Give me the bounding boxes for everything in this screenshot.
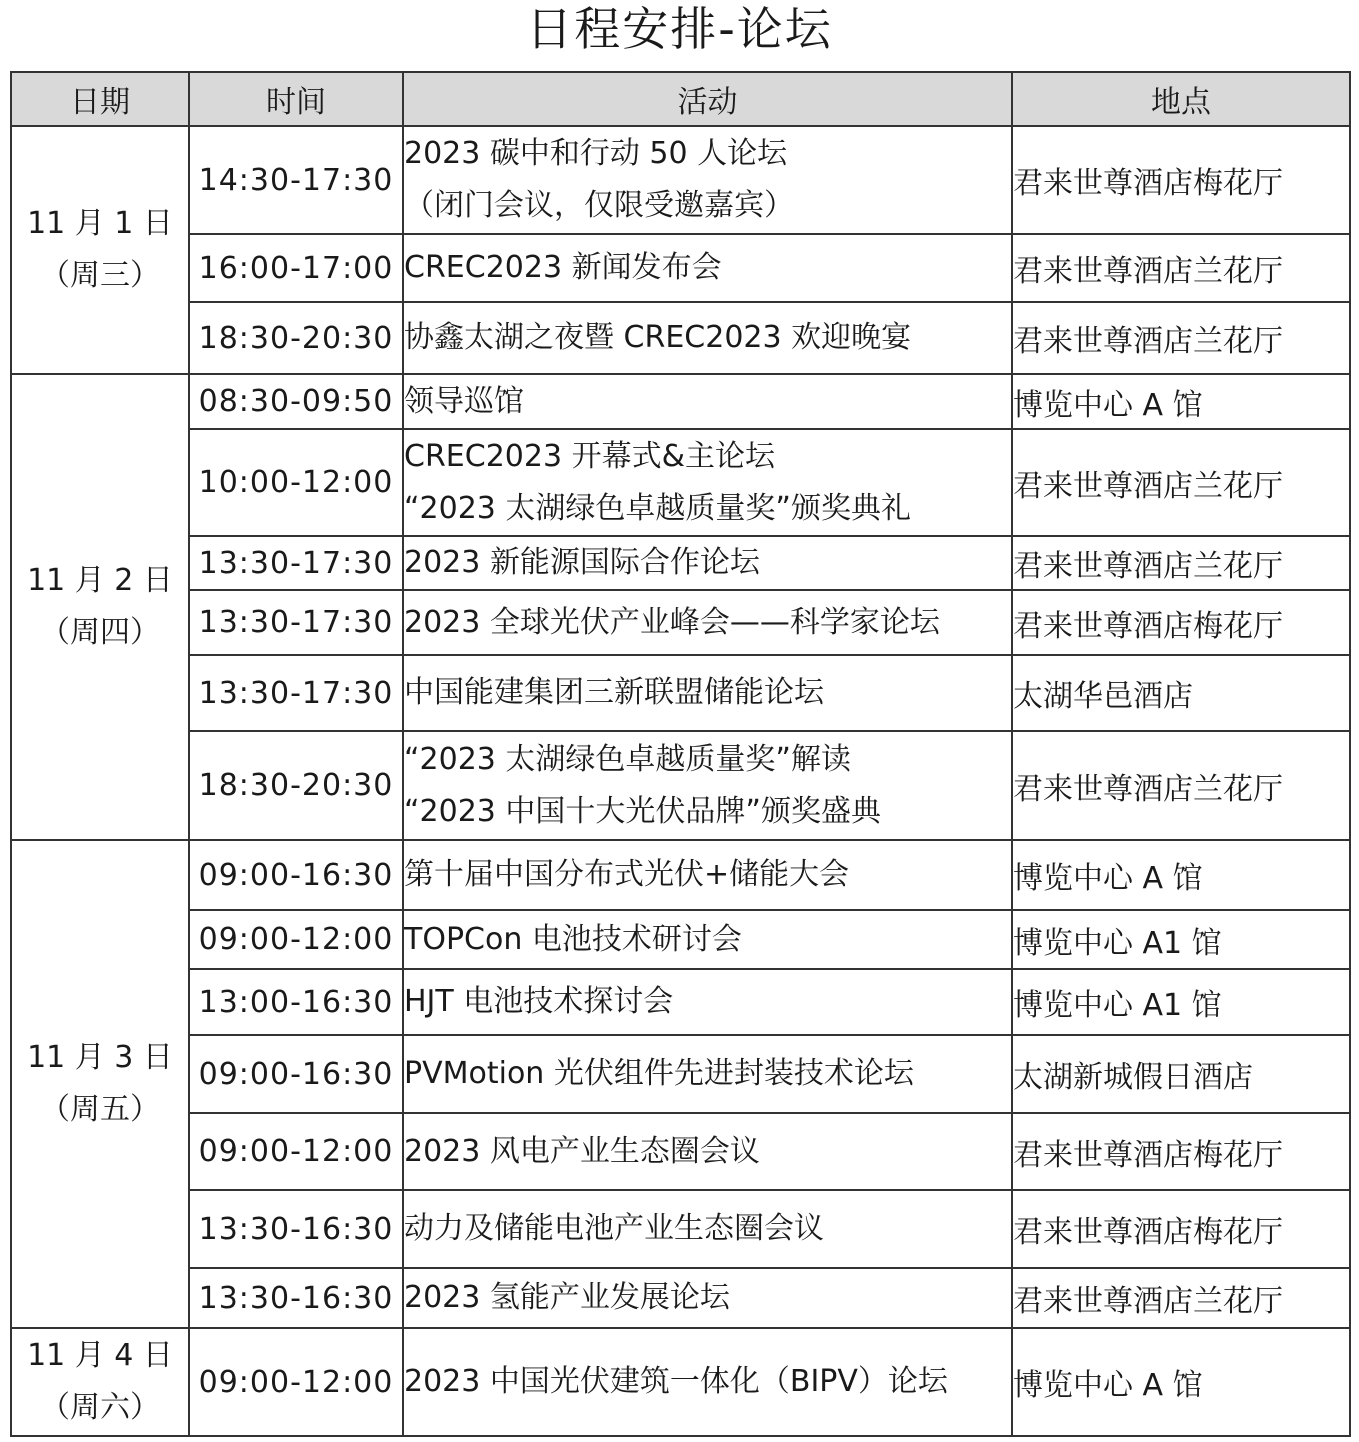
location-cell: 君来世尊酒店兰花厅 <box>1012 731 1350 840</box>
header-date: 日期 <box>11 72 189 126</box>
activity-line: “2023 太湖绿色卓越质量奖”解读 <box>404 741 851 777</box>
location-cell: 君来世尊酒店兰花厅 <box>1012 302 1350 374</box>
activity-line: 协鑫太湖之夜暨 CREC2023 欢迎晚宴 <box>404 320 912 355</box>
table-row <box>11 655 1350 731</box>
table-row <box>11 910 1350 969</box>
activity-cell <box>403 536 1012 590</box>
table-row <box>11 1328 1350 1436</box>
date-cell <box>11 126 189 374</box>
location-cell: 太湖新城假日酒店 <box>1012 1035 1350 1113</box>
table-row <box>11 590 1350 655</box>
activity-line: 2023 新能源国际合作论坛 <box>404 545 760 580</box>
table-row <box>11 731 1350 840</box>
schedule-table <box>10 71 1351 1437</box>
activity-line: “2023 中国十大光伏品牌”颁奖盛典 <box>404 793 881 829</box>
location-cell: 博览中心 A1 馆 <box>1012 969 1350 1035</box>
activity-cell <box>403 1328 1012 1436</box>
activity-line: 中国能建集团三新联盟储能论坛 <box>404 675 824 710</box>
time-cell: 13:30-17:30 <box>189 655 403 731</box>
date-cell <box>11 1328 189 1436</box>
activity-cell <box>403 234 1012 302</box>
activity-cell <box>403 429 1012 536</box>
time-cell: 13:30-16:30 <box>189 1190 403 1268</box>
date-label: 11 月 2 日 <box>27 563 173 598</box>
activity-line: 动力及储能电池产业生态圈会议 <box>404 1211 824 1246</box>
activity-cell <box>403 1190 1012 1268</box>
table-row <box>11 374 1350 429</box>
time-cell: 09:00-12:00 <box>189 1328 403 1436</box>
activity-line: （闭门会议，仅限受邀嘉宾） <box>404 188 794 223</box>
activity-line: CREC2023 开幕式&主论坛 <box>404 438 775 474</box>
time-cell: 10:00-12:00 <box>189 429 403 536</box>
date-label: 11 月 3 日 <box>27 1040 173 1075</box>
table-row <box>11 234 1350 302</box>
activity-line: 2023 全球光伏产业峰会——科学家论坛 <box>404 604 940 640</box>
location-cell: 博览中心 A 馆 <box>1012 1328 1350 1436</box>
location-cell: 君来世尊酒店梅花厅 <box>1012 126 1350 234</box>
activity-cell <box>403 126 1012 234</box>
activity-cell <box>403 1113 1012 1190</box>
time-cell: 18:30-20:30 <box>189 302 403 374</box>
table-row <box>11 1035 1350 1113</box>
activity-cell <box>403 302 1012 374</box>
activity-cell <box>403 840 1012 910</box>
activity-cell <box>403 590 1012 655</box>
table-row <box>11 302 1350 374</box>
location-cell: 太湖华邑酒店 <box>1012 655 1350 731</box>
location-cell: 博览中心 A 馆 <box>1012 840 1350 910</box>
weekday-label: （周四） <box>40 615 160 650</box>
activity-cell <box>403 655 1012 731</box>
table-row <box>11 429 1350 536</box>
header-activity: 活动 <box>403 72 1012 126</box>
weekday-label: （周六） <box>40 1390 160 1425</box>
activity-cell <box>403 969 1012 1035</box>
activity-line: TOPCon 电池技术研讨会 <box>404 921 742 957</box>
weekday-label: （周三） <box>40 258 160 293</box>
activity-line: 2023 中国光伏建筑一体化（BIPV）论坛 <box>404 1364 948 1399</box>
header-location: 地点 <box>1012 72 1350 126</box>
activity-cell <box>403 374 1012 429</box>
table-row <box>11 1113 1350 1190</box>
location-cell: 君来世尊酒店兰花厅 <box>1012 1268 1350 1328</box>
table-row <box>11 969 1350 1035</box>
activity-cell <box>403 731 1012 840</box>
table-row <box>11 126 1350 234</box>
page-title: 日程安排-论坛 <box>526 2 833 56</box>
activity-cell <box>403 910 1012 969</box>
time-cell: 13:30-17:30 <box>189 536 403 590</box>
location-cell: 博览中心 A1 馆 <box>1012 910 1350 969</box>
activity-line: 领导巡馆 <box>404 383 524 419</box>
header-row <box>11 72 1350 126</box>
location-cell: 君来世尊酒店兰花厅 <box>1012 536 1350 590</box>
time-cell: 14:30-17:30 <box>189 126 403 234</box>
weekday-label: （周五） <box>40 1092 160 1127</box>
location-cell: 君来世尊酒店兰花厅 <box>1012 429 1350 536</box>
table-row <box>11 1268 1350 1328</box>
date-cell <box>11 374 189 840</box>
date-cell <box>11 840 189 1328</box>
time-cell: 13:00-16:30 <box>189 969 403 1035</box>
location-cell: 君来世尊酒店兰花厅 <box>1012 234 1350 302</box>
activity-line: 2023 碳中和行动 50 人论坛 <box>404 136 788 171</box>
location-cell: 博览中心 A 馆 <box>1012 374 1350 429</box>
activity-line: PVMotion 光伏组件先进封装技术论坛 <box>404 1056 914 1091</box>
activity-line: 第十届中国分布式光伏+储能大会 <box>404 857 850 892</box>
time-cell: 16:00-17:00 <box>189 234 403 302</box>
activity-line: CREC2023 新闻发布会 <box>404 250 722 285</box>
location-cell: 君来世尊酒店梅花厅 <box>1012 590 1350 655</box>
date-label: 11 月 1 日 <box>27 206 173 241</box>
date-label: 11 月 4 日 <box>27 1338 173 1373</box>
table-row <box>11 1190 1350 1268</box>
activity-cell <box>403 1035 1012 1113</box>
location-cell: 君来世尊酒店梅花厅 <box>1012 1190 1350 1268</box>
activity-line: 2023 氢能产业发展论坛 <box>404 1280 730 1315</box>
time-cell: 09:00-16:30 <box>189 840 403 910</box>
activity-line: 2023 风电产业生态圈会议 <box>404 1133 760 1169</box>
time-cell: 13:30-17:30 <box>189 590 403 655</box>
time-cell: 13:30-16:30 <box>189 1268 403 1328</box>
time-cell: 09:00-12:00 <box>189 910 403 969</box>
activity-line: HJT 电池技术探讨会 <box>404 984 674 1019</box>
table-row <box>11 536 1350 590</box>
time-cell: 18:30-20:30 <box>189 731 403 840</box>
location-cell: 君来世尊酒店梅花厅 <box>1012 1113 1350 1190</box>
time-cell: 09:00-16:30 <box>189 1035 403 1113</box>
activity-line: “2023 太湖绿色卓越质量奖”颁奖典礼 <box>404 490 911 526</box>
table-row <box>11 840 1350 910</box>
time-cell: 09:00-12:00 <box>189 1113 403 1190</box>
time-cell: 08:30-09:50 <box>189 374 403 429</box>
header-time: 时间 <box>189 72 403 126</box>
activity-cell <box>403 1268 1012 1328</box>
